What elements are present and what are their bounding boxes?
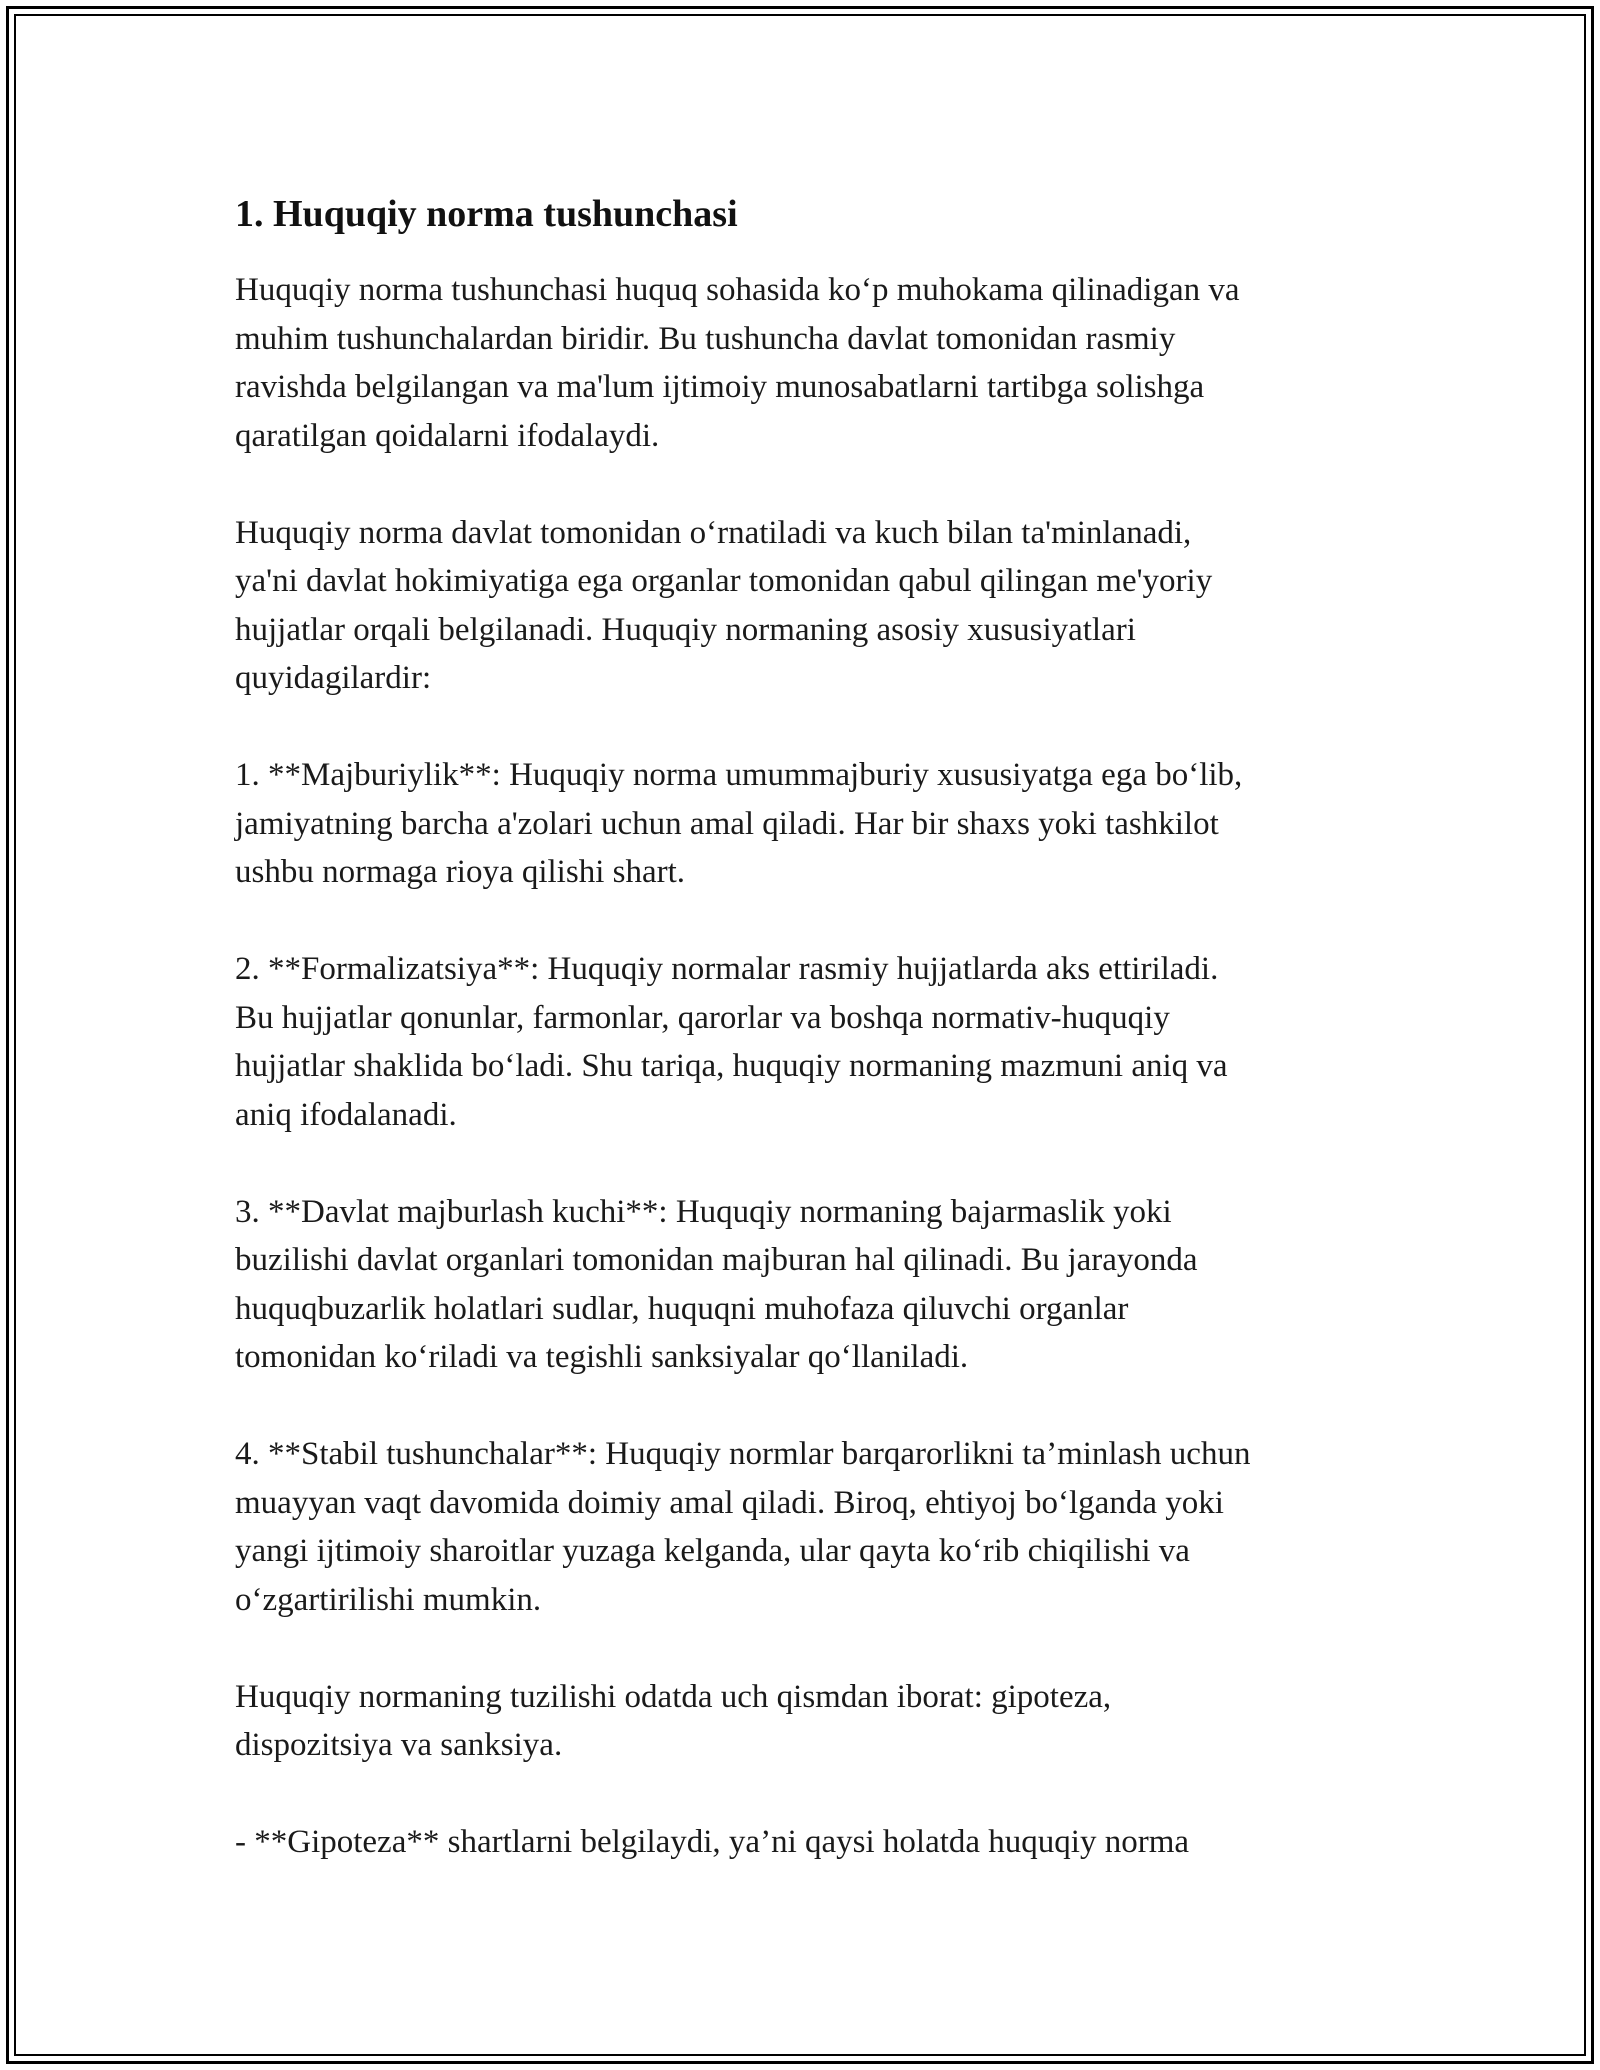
paragraph xyxy=(235,945,1395,1139)
paragraph-line: huquqbuzarlik holatlari sudlar, huquqni muhofaza qiluvchi organlar xyxy=(235,1290,1129,1327)
paragraph-line: tomonidan ko‘riladi va tegishli sanksiyalar qo‘llaniladi. xyxy=(235,1339,969,1375)
paragraph xyxy=(235,1818,1395,1867)
paragraph-line: 2. **Formalizatsiya**: Huquqiy normalar rasmiy hujjatlarda aks ettiriladi. xyxy=(235,951,1219,987)
paragraph-line: ya'ni davlat hokimiyatiga ega organlar tomonidan qabul qilingan me'yoriy xyxy=(235,563,1213,599)
paragraph-line: qaratilgan qoidalarni ifodalaydi. xyxy=(235,417,660,454)
document-title: 1. Huquqiy norma tushunchasi xyxy=(235,193,738,235)
paragraph-list xyxy=(235,266,1395,1867)
paragraph-line: muhim tushunchalardan biridir. Bu tushuncha davlat tomonidan rasmiy xyxy=(235,320,1176,357)
paragraph xyxy=(235,751,1395,897)
paragraph-line: hujjatlar orqali belgilanadi. Huquqiy normaning asosiy xususiyatlari xyxy=(235,611,1136,648)
paragraph-line: yangi ijtimoiy sharoitlar yuzaga kelganda, ular qayta ko‘rib chiqilishi va xyxy=(235,1533,1190,1569)
document-body xyxy=(235,188,1395,1915)
paragraph-line: ravishda belgilangan va ma'lum ijtimoiy munosabatlarni tartibga solishga xyxy=(235,369,1205,405)
paragraph-line: muayyan vaqt davomida doimiy amal qiladi. Biroq, ehtiyoj bo‘lganda yoki xyxy=(235,1484,1224,1521)
paragraph xyxy=(235,1430,1395,1624)
paragraph-line: o‘zgartirilishi mumkin. xyxy=(235,1581,542,1618)
paragraph xyxy=(235,1673,1395,1770)
paragraph xyxy=(235,266,1395,460)
paragraph-line: jamiyatning barcha a'zolari uchun amal qiladi. Har bir shaxs yoki tashkilot xyxy=(235,805,1219,842)
paragraph-line: aniq ifodalanadi. xyxy=(235,1096,457,1133)
paragraph-line: Huquqiy normaning tuzilishi odatda uch qismdan iborat: gipoteza, xyxy=(235,1678,1112,1715)
paragraph-line: 3. **Davlat majburlash kuchi**: Huquqiy normaning bajarmaslik yoki xyxy=(235,1193,1172,1230)
paragraph-line: quyidagilardir: xyxy=(235,660,432,696)
paragraph-line: dispozitsiya va sanksiya. xyxy=(235,1727,563,1763)
paragraph-line: 1. **Majburiylik**: Huquqiy norma umummajburiy xususiyatga ega bo‘lib, xyxy=(235,757,1243,793)
paragraph xyxy=(235,1188,1395,1382)
paragraph-line: buzilishi davlat organlari tomonidan majburan hal qilinadi. Bu jarayonda xyxy=(235,1242,1198,1278)
paragraph-line: Bu hujjatlar qonunlar, farmonlar, qarorlar va boshqa normativ-huquqiy xyxy=(235,999,1170,1036)
paragraph-line: 4. **Stabil tushunchalar**: Huquqiy normlar barqarorlikni ta’minlash uchun xyxy=(235,1436,1251,1472)
paragraph-line: ushbu normaga rioya qilishi shart. xyxy=(235,854,686,890)
paragraph-line: Huquqiy norma tushunchasi huquq sohasida ko‘p muhokama qilinadigan va xyxy=(235,272,1240,308)
paragraph-line: hujjatlar shaklida bo‘ladi. Shu tariqa, huquqiy normaning mazmuni aniq va xyxy=(235,1048,1228,1084)
paragraph-line: - **Gipoteza** shartlarni belgilaydi, ya’ni qaysi holatda huquqiy norma xyxy=(235,1824,1190,1860)
paragraph-line: Huquqiy norma davlat tomonidan o‘rnatiladi va kuch bilan ta'minlanadi, xyxy=(235,514,1192,551)
paragraph xyxy=(235,509,1395,703)
